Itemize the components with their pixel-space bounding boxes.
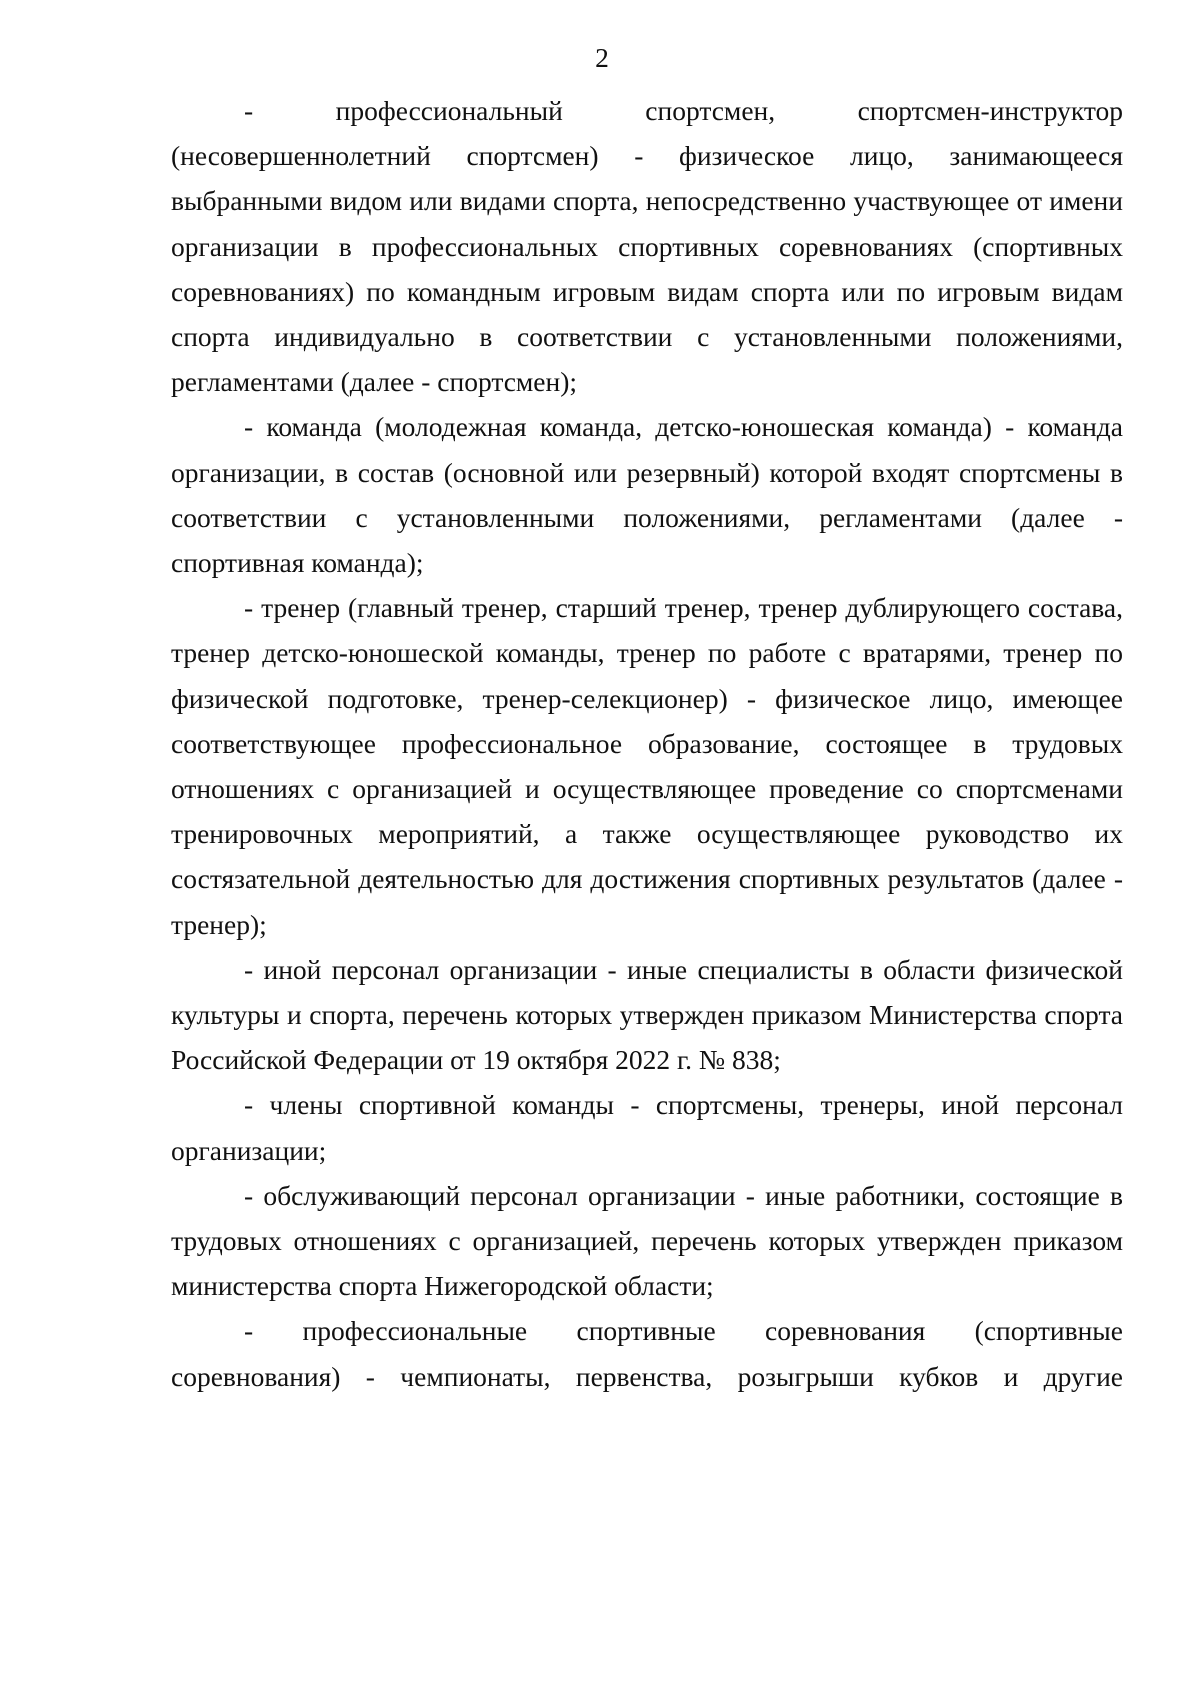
paragraph-other-staff: - иной персонал организации - иные специалисты в области физической культуры и спорта, перечень которых утвержден приказом Министерства спорта Российской Федерации от 19 октября 2022 г. № 838;: [171, 953, 1123, 1076]
page-number: 2: [595, 42, 609, 73]
paragraph-team-members: - члены спортивной команды - спортсмены, тренеры, иной персонал организации;: [171, 1089, 1123, 1166]
paragraph-professional-athlete: - профессиональный спортсмен, спортсмен-инструктор (несовершеннолетний спортсмен) - физическое лицо, занимающееся выбранными видом или видами спорта, непосредственно участвующее от имени организации в профессиональных спортивных соревнованиях (спортивных соревнованиях) по командным игровым видам спорта или по игровым видам спорта индивидуально в соответствии с установленными положениями, регламентами (далее - спортсмен);: [171, 95, 1123, 398]
paragraph-team: - команда (молодежная команда, детско-юношеская команда) - команда организации, в состав (основной или резервный) которой входят спортсмены в соответствии с установленными положениями, регламентами (далее - спортивная команда);: [171, 411, 1123, 579]
paragraph-coach: - тренер (главный тренер, старший тренер, тренер дублирующего состава, тренер детско-юношеской команды, тренер по работе с вратарями, тренер по физической подготовке, тренер-селекционер) - физическое лицо, имеющее соответствующее профессиональное образование, состоящее в трудовых отношениях с организацией и осуществляющее проведение со спортсменами тренировочных мероприятий, а также осуществляющее руководство их состязательной деятельностью для достижения спортивных результатов (далее - тренер);: [171, 592, 1123, 940]
paragraph-competitions: - профессиональные спортивные соревнования (спортивные соревнования) - чемпионаты, первенства, розыгрыши кубков и другие: [171, 1315, 1123, 1392]
paragraph-service-staff: - обслуживающий персонал организации - иные работники, состоящие в трудовых отношениях с организацией, перечень которых утвержден приказом министерства спорта Нижегородской области;: [171, 1179, 1123, 1302]
